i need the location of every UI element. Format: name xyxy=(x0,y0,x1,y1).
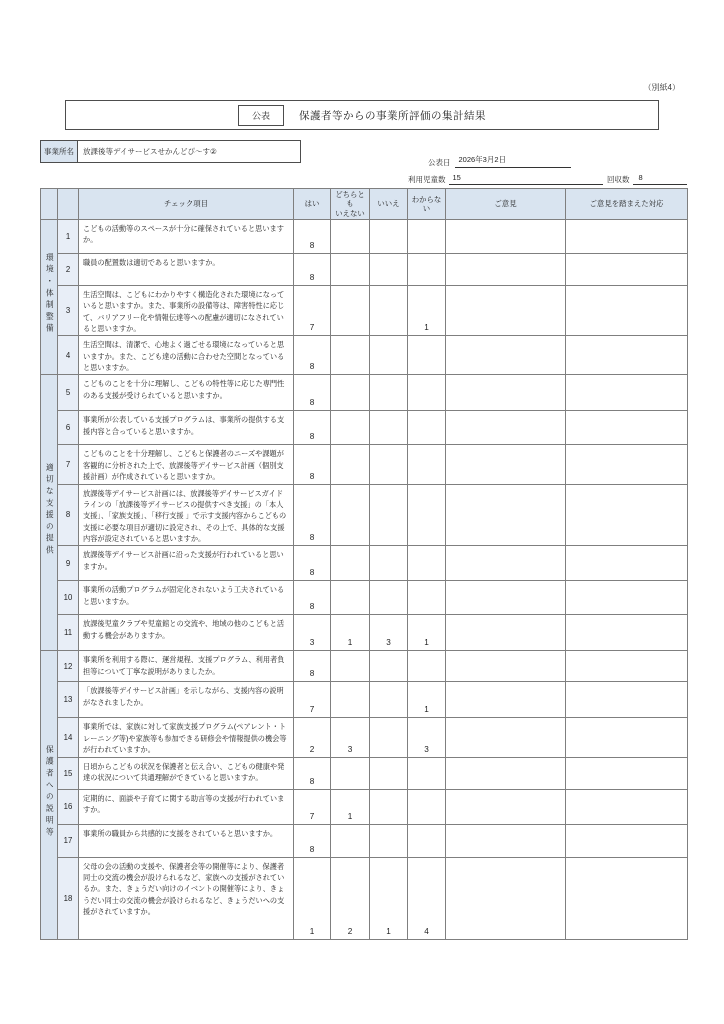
users-count-label: 利用児童数 xyxy=(408,175,446,184)
table-row xyxy=(41,581,688,615)
count-no xyxy=(370,824,408,857)
title-box xyxy=(65,100,659,130)
count-yes: 7 xyxy=(294,682,331,718)
check-item: 父母の会の活動の支援や、保護者会等の開催等により、保護者同士の交流の機会が設けられるなど、家族への支援がされているか。また、きょうだい向けのイベントの開催等により、きょうだい同士の交流の機会が設けられるなど、きょうだいへの支援がされていますか。 xyxy=(79,857,294,939)
count-neither xyxy=(331,253,370,285)
count-no xyxy=(370,581,408,615)
count-yes: 8 xyxy=(294,219,331,253)
header-category-blank xyxy=(41,189,58,220)
row-number: 13 xyxy=(58,682,79,718)
comment-cell xyxy=(446,336,566,375)
count-neither xyxy=(331,375,370,411)
table-row xyxy=(41,375,688,411)
row-number: 14 xyxy=(58,718,79,757)
count-no xyxy=(370,651,408,682)
count-no xyxy=(370,411,408,445)
check-item: 事業所の活動プログラムが固定化されないよう工夫されていると思いますか。 xyxy=(79,581,294,615)
count-neither xyxy=(331,411,370,445)
response-cell xyxy=(566,615,688,651)
count-unknown xyxy=(408,445,446,484)
count-neither: 1 xyxy=(331,789,370,824)
count-unknown xyxy=(408,651,446,682)
count-yes: 8 xyxy=(294,445,331,484)
category-guardian-explanation: 保護者への説明等 xyxy=(41,651,58,939)
check-item: 日頃からこどもの状況を保護者と伝え合い、こどもの健康や発達の状況について共通理解ができていると思いますか。 xyxy=(79,757,294,789)
row-number: 18 xyxy=(58,857,79,939)
table-row xyxy=(41,857,688,939)
row-number: 2 xyxy=(58,253,79,285)
response-cell xyxy=(566,253,688,285)
table-row xyxy=(41,824,688,857)
row-number: 1 xyxy=(58,219,79,253)
count-unknown: 3 xyxy=(408,718,446,757)
count-yes: 8 xyxy=(294,336,331,375)
count-yes: 8 xyxy=(294,411,331,445)
count-neither: 3 xyxy=(331,718,370,757)
evaluation-table xyxy=(40,188,688,940)
comment-cell xyxy=(446,615,566,651)
table-row xyxy=(41,615,688,651)
collected-count-group xyxy=(607,173,687,185)
response-cell xyxy=(566,375,688,411)
header-check-item: チェック項目 xyxy=(79,189,294,220)
count-no xyxy=(370,682,408,718)
header-yes: はい xyxy=(294,189,331,220)
count-no xyxy=(370,375,408,411)
count-no xyxy=(370,757,408,789)
comment-cell xyxy=(446,253,566,285)
check-item: 事業所の職員から共感的に支援をされていると思いますか。 xyxy=(79,824,294,857)
count-neither xyxy=(331,757,370,789)
count-neither xyxy=(331,336,370,375)
table-row xyxy=(41,219,688,253)
row-number: 6 xyxy=(58,411,79,445)
header-unknown: わからない xyxy=(408,189,446,220)
comment-cell xyxy=(446,375,566,411)
comment-cell xyxy=(446,411,566,445)
count-unknown xyxy=(408,546,446,581)
count-unknown xyxy=(408,484,446,546)
users-count-value: 15 xyxy=(449,173,603,185)
check-item: 職員の配置数は適切であると思いますか。 xyxy=(79,253,294,285)
count-no xyxy=(370,445,408,484)
count-unknown xyxy=(408,824,446,857)
response-cell xyxy=(566,682,688,718)
response-cell xyxy=(566,857,688,939)
attachment-number-label: （別紙4） xyxy=(643,83,680,92)
response-cell xyxy=(566,651,688,682)
count-unknown: 1 xyxy=(408,285,446,336)
comment-cell xyxy=(446,857,566,939)
office-name-row xyxy=(40,140,301,163)
count-no xyxy=(370,336,408,375)
count-unknown xyxy=(408,789,446,824)
table-row xyxy=(41,285,688,336)
count-unknown: 4 xyxy=(408,857,446,939)
response-cell xyxy=(566,411,688,445)
publish-date-value: 2026年3月2日 xyxy=(455,154,571,168)
count-yes: 7 xyxy=(294,285,331,336)
comment-cell xyxy=(446,789,566,824)
response-cell xyxy=(566,336,688,375)
count-no xyxy=(370,285,408,336)
count-neither xyxy=(331,546,370,581)
count-yes: 3 xyxy=(294,615,331,651)
count-no xyxy=(370,546,408,581)
response-cell xyxy=(566,219,688,253)
comment-cell xyxy=(446,546,566,581)
count-yes: 8 xyxy=(294,581,331,615)
comment-cell xyxy=(446,651,566,682)
count-unknown xyxy=(408,757,446,789)
category-environment: 環境・体制整備 xyxy=(41,219,58,375)
check-item: 放課後児童クラブや児童館との交流や、地域の他のこどもと活動する機会がありますか。 xyxy=(79,615,294,651)
office-name-value: 放課後等デイサービスせかんどぴ～す② xyxy=(78,140,301,163)
check-item: 定期的に、面談や子育てに関する助言等の支援が行われていますか。 xyxy=(79,789,294,824)
table-row xyxy=(41,253,688,285)
comment-cell xyxy=(446,824,566,857)
check-item: こどものことを十分に理解し、こどもの特性等に応じた専門性のある支援が受けられていると思いますか。 xyxy=(79,375,294,411)
row-number: 11 xyxy=(58,615,79,651)
comment-cell xyxy=(446,581,566,615)
count-yes: 1 xyxy=(294,857,331,939)
count-no xyxy=(370,484,408,546)
count-no: 3 xyxy=(370,615,408,651)
check-item: 放課後等デイサービス計画には、放課後等デイサービスガイドラインの「放課後等デイサービスの提供すべき支援」の「本人支援」、「家族支援」、「移行支援 」で示す支援内容からこどもの支援に必要な項目が適切に設定され、その上で、具体的な支援内容が設定されていると思いますか。 xyxy=(79,484,294,546)
table-row xyxy=(41,757,688,789)
category-appropriate-support: 適切な支援の提供 xyxy=(41,375,58,651)
table-row xyxy=(41,546,688,581)
count-unknown xyxy=(408,253,446,285)
comment-cell xyxy=(446,484,566,546)
publication-stamp: 公表 xyxy=(238,105,284,126)
publish-date-row xyxy=(428,154,571,168)
row-number: 15 xyxy=(58,757,79,789)
count-yes: 8 xyxy=(294,546,331,581)
table-row xyxy=(41,651,688,682)
response-cell xyxy=(566,824,688,857)
check-item: 事業所が公表している支援プログラムは、事業所の提供する支援内容と合っていると思いますか。 xyxy=(79,411,294,445)
response-cell xyxy=(566,484,688,546)
count-yes: 8 xyxy=(294,824,331,857)
table-row xyxy=(41,445,688,484)
comment-cell xyxy=(446,285,566,336)
response-cell xyxy=(566,546,688,581)
table-row xyxy=(41,411,688,445)
count-unknown xyxy=(408,336,446,375)
table-row xyxy=(41,484,688,546)
count-no xyxy=(370,253,408,285)
count-neither: 1 xyxy=(331,615,370,651)
comment-cell xyxy=(446,682,566,718)
table-row xyxy=(41,789,688,824)
header-comment: ご意見 xyxy=(446,189,566,220)
count-no xyxy=(370,718,408,757)
count-yes: 8 xyxy=(294,651,331,682)
row-number: 4 xyxy=(58,336,79,375)
count-no xyxy=(370,789,408,824)
check-item: こどものことを十分理解し、こどもと保護者のニーズや課題が客観的に分析された上で、放課後等デイサービス計画（個別支援計画）が作成されていると思いますか。 xyxy=(79,445,294,484)
count-unknown xyxy=(408,581,446,615)
count-unknown: 1 xyxy=(408,615,446,651)
count-yes: 2 xyxy=(294,718,331,757)
row-number: 8 xyxy=(58,484,79,546)
check-item: 事業所では、家族に対して家族支援プログラム(ペアレント・トレーニング等)や家族等も参加できる研修会や情報提供の機会等が行われていますか。 xyxy=(79,718,294,757)
users-count-group xyxy=(408,173,603,185)
header-neither: どちらとも いえない xyxy=(331,189,370,220)
check-item: 生活空間は、こどもにわかりやすく構造化された環境になっていると思いますか。また、事業所の設備等は、障害特性に応じて、バリアフリー化や情報伝達等への配慮が適切になされていると思いますか。 xyxy=(79,285,294,336)
office-name-label: 事業所名 xyxy=(40,140,78,163)
check-item: 「放課後等デイサービス計画」を示しながら、支援内容の説明がなされましたか。 xyxy=(79,682,294,718)
check-item: 事業所を利用する際に、運営規程、支援プログラム、利用者負担等について丁寧な説明がありましたか。 xyxy=(79,651,294,682)
count-neither xyxy=(331,445,370,484)
response-cell xyxy=(566,445,688,484)
count-neither xyxy=(331,581,370,615)
comment-cell xyxy=(446,219,566,253)
comment-cell xyxy=(446,445,566,484)
count-neither xyxy=(331,285,370,336)
response-cell xyxy=(566,789,688,824)
count-neither xyxy=(331,484,370,546)
check-item: こどもの活動等のスペースが十分に確保されていると思いますか。 xyxy=(79,219,294,253)
table-row xyxy=(41,718,688,757)
count-no: 1 xyxy=(370,857,408,939)
table-row xyxy=(41,682,688,718)
comment-cell xyxy=(446,757,566,789)
response-cell xyxy=(566,581,688,615)
count-neither xyxy=(331,219,370,253)
count-neither xyxy=(331,682,370,718)
row-number: 17 xyxy=(58,824,79,857)
header-no: いいえ xyxy=(370,189,408,220)
count-neither xyxy=(331,824,370,857)
row-number: 10 xyxy=(58,581,79,615)
count-unknown xyxy=(408,411,446,445)
count-unknown xyxy=(408,375,446,411)
row-number: 9 xyxy=(58,546,79,581)
response-cell xyxy=(566,718,688,757)
count-yes: 8 xyxy=(294,757,331,789)
count-yes: 7 xyxy=(294,789,331,824)
check-item: 生活空間は、清潔で、心地よく過ごせる環境になっていると思いますか。また、こども達の活動に合わせた空間となっていると思いますか。 xyxy=(79,336,294,375)
count-neither xyxy=(331,651,370,682)
collected-count-label: 回収数 xyxy=(607,175,630,184)
count-no xyxy=(370,219,408,253)
count-yes: 8 xyxy=(294,484,331,546)
count-yes: 8 xyxy=(294,253,331,285)
row-number: 7 xyxy=(58,445,79,484)
collected-count-value: 8 xyxy=(633,173,687,185)
comment-cell xyxy=(446,718,566,757)
count-unknown: 1 xyxy=(408,682,446,718)
response-cell xyxy=(566,757,688,789)
count-unknown xyxy=(408,219,446,253)
response-cell xyxy=(566,285,688,336)
row-number: 12 xyxy=(58,651,79,682)
table-row xyxy=(41,336,688,375)
header-number-blank xyxy=(58,189,79,220)
table-header-row xyxy=(41,189,688,220)
row-number: 16 xyxy=(58,789,79,824)
count-yes: 8 xyxy=(294,375,331,411)
row-number: 3 xyxy=(58,285,79,336)
page-title: 保護者等からの事業所評価の集計結果 xyxy=(299,109,487,122)
row-number: 5 xyxy=(58,375,79,411)
check-item: 放課後等デイサービス計画に沿った支援が行われていると思いますか。 xyxy=(79,546,294,581)
count-neither: 2 xyxy=(331,857,370,939)
publish-date-label: 公表日 xyxy=(428,158,451,167)
header-response: ご意見を踏まえた対応 xyxy=(566,189,688,220)
